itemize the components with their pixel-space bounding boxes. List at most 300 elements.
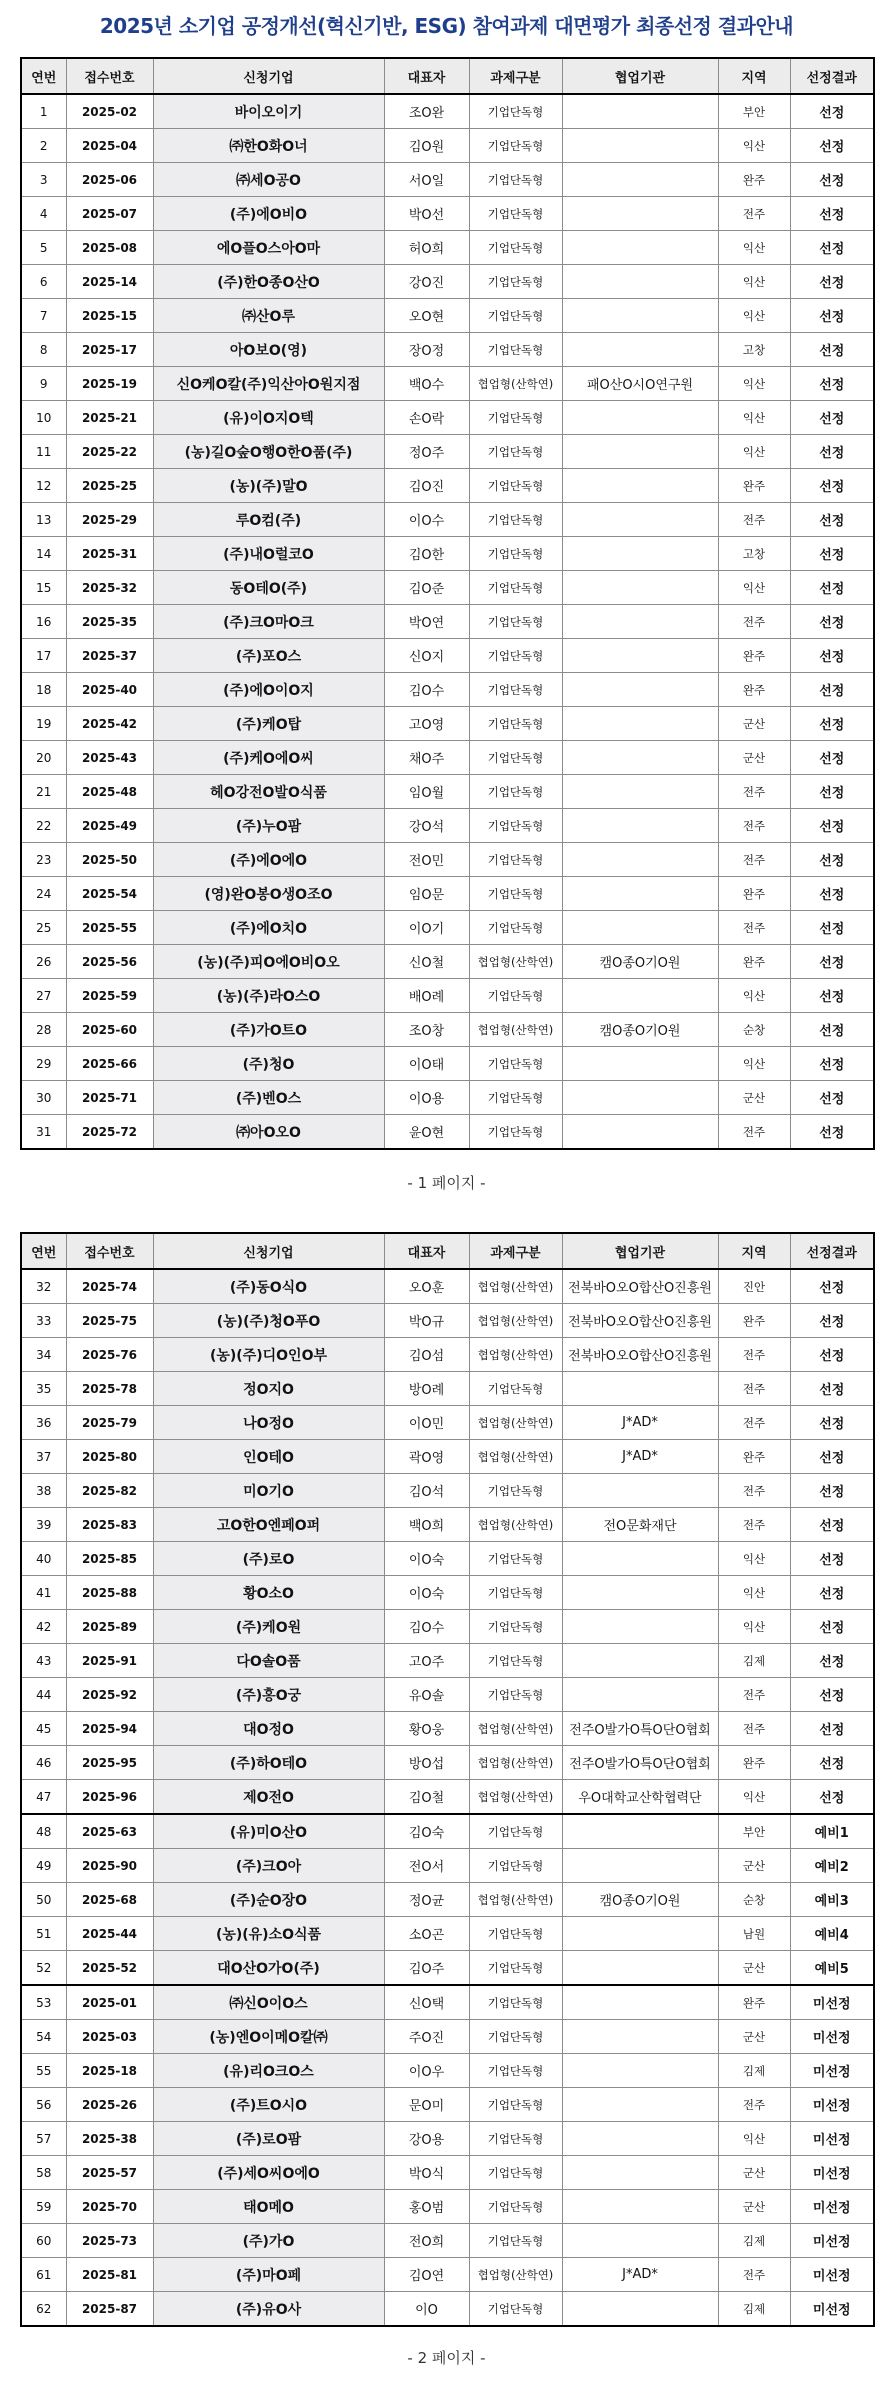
cell-project-type: 협업형(산학연) <box>469 945 562 979</box>
cell-partner-org <box>562 605 718 639</box>
cell-no: 50 <box>21 1883 66 1917</box>
table-row <box>21 1576 874 1610</box>
header-no: 연번 <box>21 1233 66 1269</box>
cell-project-type: 기업단독형 <box>469 571 562 605</box>
cell-result: 선정 <box>790 367 874 401</box>
cell-representative: 김O석 <box>384 1474 469 1508</box>
cell-result: 선정 <box>790 299 874 333</box>
header-representative: 대표자 <box>384 1233 469 1269</box>
cell-representative: 조O완 <box>384 94 469 129</box>
table-row <box>21 2088 874 2122</box>
table-row <box>21 911 874 945</box>
cell-region: 전주 <box>718 775 790 809</box>
cell-representative: 김O섬 <box>384 1338 469 1372</box>
cell-project-type: 기업단독형 <box>469 299 562 333</box>
cell-receipt-no: 2025-54 <box>66 877 153 911</box>
cell-receipt-no: 2025-91 <box>66 1644 153 1678</box>
cell-representative: 조O창 <box>384 1013 469 1047</box>
cell-receipt-no: 2025-92 <box>66 1678 153 1712</box>
table-row <box>21 1678 874 1712</box>
cell-region: 전주 <box>718 843 790 877</box>
header-result: 선정결과 <box>790 1233 874 1269</box>
table-row <box>21 163 874 197</box>
cell-representative: 허O희 <box>384 231 469 265</box>
cell-company: 신O케O칼(주)익산아O원지점 <box>153 367 384 401</box>
cell-result: 선정 <box>790 1115 874 1150</box>
cell-result: 선정 <box>790 469 874 503</box>
cell-project-type: 기업단독형 <box>469 1372 562 1406</box>
cell-company: ㈜산O루 <box>153 299 384 333</box>
cell-partner-org: 캠O종O기O원 <box>562 1883 718 1917</box>
header-row <box>21 58 874 94</box>
cell-project-type: 기업단독형 <box>469 2156 562 2190</box>
header-receipt-no: 접수번호 <box>66 1233 153 1269</box>
cell-result: 선정 <box>790 1508 874 1542</box>
cell-project-type: 기업단독형 <box>469 809 562 843</box>
cell-representative: 박O연 <box>384 605 469 639</box>
cell-no: 52 <box>21 1951 66 1986</box>
cell-receipt-no: 2025-76 <box>66 1338 153 1372</box>
cell-receipt-no: 2025-55 <box>66 911 153 945</box>
cell-project-type: 기업단독형 <box>469 639 562 673</box>
table-row <box>21 809 874 843</box>
cell-company: 미O기O <box>153 1474 384 1508</box>
table-row <box>21 1951 874 1986</box>
cell-project-type: 기업단독형 <box>469 775 562 809</box>
cell-no: 36 <box>21 1406 66 1440</box>
cell-partner-org <box>562 1678 718 1712</box>
cell-project-type: 기업단독형 <box>469 1644 562 1678</box>
table-row <box>21 1746 874 1780</box>
cell-no: 12 <box>21 469 66 503</box>
cell-project-type: 협업형(산학연) <box>469 1746 562 1780</box>
cell-receipt-no: 2025-74 <box>66 1269 153 1304</box>
cell-representative: 이O숙 <box>384 1542 469 1576</box>
cell-receipt-no: 2025-83 <box>66 1508 153 1542</box>
cell-no: 7 <box>21 299 66 333</box>
cell-company: 황O소O <box>153 1576 384 1610</box>
cell-result: 선정 <box>790 911 874 945</box>
cell-no: 20 <box>21 741 66 775</box>
cell-receipt-no: 2025-56 <box>66 945 153 979</box>
cell-partner-org <box>562 401 718 435</box>
cell-representative: 박O식 <box>384 2156 469 2190</box>
cell-company: (주)누O팜 <box>153 809 384 843</box>
cell-partner-org: 우O대학교산학협력단 <box>562 1780 718 1815</box>
cell-region: 전주 <box>718 197 790 231</box>
cell-representative: 백O수 <box>384 367 469 401</box>
cell-partner-org <box>562 2292 718 2327</box>
cell-region: 군산 <box>718 2020 790 2054</box>
cell-project-type: 기업단독형 <box>469 333 562 367</box>
table-row <box>21 537 874 571</box>
cell-project-type: 기업단독형 <box>469 707 562 741</box>
table-row <box>21 1849 874 1883</box>
cell-receipt-no: 2025-50 <box>66 843 153 877</box>
cell-receipt-no: 2025-59 <box>66 979 153 1013</box>
cell-representative: 방O례 <box>384 1372 469 1406</box>
cell-region: 전주 <box>718 809 790 843</box>
table-row <box>21 1440 874 1474</box>
cell-representative: 이O우 <box>384 2054 469 2088</box>
cell-partner-org: 전O문화재단 <box>562 1508 718 1542</box>
cell-no: 6 <box>21 265 66 299</box>
cell-company: ㈜세O공O <box>153 163 384 197</box>
cell-project-type: 기업단독형 <box>469 1115 562 1150</box>
table-row <box>21 1013 874 1047</box>
cell-representative: 곽O영 <box>384 1440 469 1474</box>
cell-region: 완주 <box>718 945 790 979</box>
cell-no: 9 <box>21 367 66 401</box>
cell-region: 전주 <box>718 1678 790 1712</box>
cell-result: 미선정 <box>790 2054 874 2088</box>
cell-no: 22 <box>21 809 66 843</box>
cell-no: 16 <box>21 605 66 639</box>
cell-receipt-no: 2025-75 <box>66 1304 153 1338</box>
cell-result: 선정 <box>790 1013 874 1047</box>
cell-no: 54 <box>21 2020 66 2054</box>
cell-no: 24 <box>21 877 66 911</box>
header-result: 선정결과 <box>790 58 874 94</box>
table-row <box>21 2020 874 2054</box>
cell-result: 선정 <box>790 741 874 775</box>
table-row <box>21 1338 874 1372</box>
cell-result: 선정 <box>790 1269 874 1304</box>
cell-no: 4 <box>21 197 66 231</box>
cell-no: 23 <box>21 843 66 877</box>
cell-result: 선정 <box>790 809 874 843</box>
cell-result: 선정 <box>790 775 874 809</box>
table-row <box>21 1917 874 1951</box>
cell-result: 선정 <box>790 1081 874 1115</box>
cell-no: 61 <box>21 2258 66 2292</box>
cell-receipt-no: 2025-17 <box>66 333 153 367</box>
cell-result: 선정 <box>790 979 874 1013</box>
cell-receipt-no: 2025-48 <box>66 775 153 809</box>
cell-project-type: 기업단독형 <box>469 1081 562 1115</box>
cell-result: 선정 <box>790 1712 874 1746</box>
cell-result: 미선정 <box>790 2258 874 2292</box>
cell-company: 나O정O <box>153 1406 384 1440</box>
header-row <box>21 1233 874 1269</box>
header-no: 연번 <box>21 58 66 94</box>
cell-receipt-no: 2025-06 <box>66 163 153 197</box>
cell-company: (농)(주)말O <box>153 469 384 503</box>
cell-region: 완주 <box>718 469 790 503</box>
cell-project-type: 기업단독형 <box>469 673 562 707</box>
cell-result: 선정 <box>790 537 874 571</box>
cell-result: 선정 <box>790 571 874 605</box>
cell-no: 32 <box>21 1269 66 1304</box>
cell-receipt-no: 2025-15 <box>66 299 153 333</box>
cell-receipt-no: 2025-29 <box>66 503 153 537</box>
cell-receipt-no: 2025-44 <box>66 1917 153 1951</box>
cell-result: 선정 <box>790 503 874 537</box>
cell-company: (농)(주)청O푸O <box>153 1304 384 1338</box>
header-region: 지역 <box>718 58 790 94</box>
cell-project-type: 기업단독형 <box>469 2088 562 2122</box>
cell-partner-org <box>562 1474 718 1508</box>
cell-project-type: 협업형(산학연) <box>469 1013 562 1047</box>
table-row <box>21 469 874 503</box>
cell-no: 60 <box>21 2224 66 2258</box>
cell-partner-org <box>562 979 718 1013</box>
cell-partner-org <box>562 1576 718 1610</box>
cell-result: 선정 <box>790 1576 874 1610</box>
cell-result: 선정 <box>790 1440 874 1474</box>
cell-partner-org: 전북바O오O합산O진흥원 <box>562 1269 718 1304</box>
cell-partner-org <box>562 639 718 673</box>
cell-no: 26 <box>21 945 66 979</box>
cell-region: 군산 <box>718 1081 790 1115</box>
cell-representative: 오O훈 <box>384 1269 469 1304</box>
cell-project-type: 기업단독형 <box>469 401 562 435</box>
cell-region: 전주 <box>718 605 790 639</box>
table-row <box>21 129 874 163</box>
cell-company: (유)미O산O <box>153 1814 384 1849</box>
cell-no: 45 <box>21 1712 66 1746</box>
cell-receipt-no: 2025-57 <box>66 2156 153 2190</box>
cell-region: 익산 <box>718 401 790 435</box>
cell-representative: 김O주 <box>384 1951 469 1986</box>
cell-no: 57 <box>21 2122 66 2156</box>
cell-company: (농)길O숲O행O한O품(주) <box>153 435 384 469</box>
cell-no: 47 <box>21 1780 66 1815</box>
cell-region: 완주 <box>718 877 790 911</box>
cell-region: 전주 <box>718 1406 790 1440</box>
cell-result: 선정 <box>790 1304 874 1338</box>
cell-company: (주)로O팜 <box>153 2122 384 2156</box>
table-row <box>21 197 874 231</box>
cell-region: 전주 <box>718 2258 790 2292</box>
cell-receipt-no: 2025-89 <box>66 1610 153 1644</box>
cell-result: 선정 <box>790 401 874 435</box>
cell-receipt-no: 2025-82 <box>66 1474 153 1508</box>
table-row <box>21 1406 874 1440</box>
cell-receipt-no: 2025-08 <box>66 231 153 265</box>
cell-representative: 이O <box>384 2292 469 2327</box>
cell-region: 군산 <box>718 1951 790 1986</box>
cell-project-type: 협업형(산학연) <box>469 2258 562 2292</box>
cell-company: (주)트O시O <box>153 2088 384 2122</box>
cell-region: 군산 <box>718 2156 790 2190</box>
cell-result: 선정 <box>790 1780 874 1815</box>
cell-result: 선정 <box>790 1474 874 1508</box>
table-row <box>21 367 874 401</box>
table-row <box>21 94 874 129</box>
table-row <box>21 1712 874 1746</box>
cell-partner-org <box>562 843 718 877</box>
cell-partner-org <box>562 469 718 503</box>
cell-partner-org <box>562 163 718 197</box>
cell-no: 38 <box>21 1474 66 1508</box>
cell-project-type: 기업단독형 <box>469 1474 562 1508</box>
cell-no: 21 <box>21 775 66 809</box>
cell-no: 34 <box>21 1338 66 1372</box>
table-row <box>21 2156 874 2190</box>
cell-receipt-no: 2025-01 <box>66 1985 153 2020</box>
cell-project-type: 기업단독형 <box>469 2224 562 2258</box>
cell-no: 41 <box>21 1576 66 1610</box>
cell-company: (주)에O비O <box>153 197 384 231</box>
header-company: 신청기업 <box>153 1233 384 1269</box>
table-row <box>21 401 874 435</box>
cell-partner-org <box>562 2190 718 2224</box>
table-row <box>21 1610 874 1644</box>
page-number-1: - 1 페이지 - <box>407 1174 486 1192</box>
cell-representative: 김O철 <box>384 1780 469 1815</box>
cell-project-type: 협업형(산학연) <box>469 1440 562 1474</box>
table-row <box>21 1047 874 1081</box>
cell-partner-org <box>562 231 718 265</box>
header-representative: 대표자 <box>384 58 469 94</box>
cell-partner-org: 캠O종O기O원 <box>562 1013 718 1047</box>
table-row <box>21 843 874 877</box>
table-row <box>21 1269 874 1304</box>
cell-receipt-no: 2025-80 <box>66 1440 153 1474</box>
cell-project-type: 기업단독형 <box>469 1576 562 1610</box>
cell-representative: 이O민 <box>384 1406 469 1440</box>
cell-no: 46 <box>21 1746 66 1780</box>
cell-representative: 김O수 <box>384 1610 469 1644</box>
cell-no: 10 <box>21 401 66 435</box>
cell-partner-org <box>562 2054 718 2088</box>
cell-receipt-no: 2025-04 <box>66 129 153 163</box>
cell-project-type: 기업단독형 <box>469 741 562 775</box>
cell-representative: 이O수 <box>384 503 469 537</box>
cell-representative: 황O웅 <box>384 1712 469 1746</box>
cell-receipt-no: 2025-35 <box>66 605 153 639</box>
cell-region: 김제 <box>718 2224 790 2258</box>
cell-result: 미선정 <box>790 1985 874 2020</box>
table-row <box>21 775 874 809</box>
cell-region: 전주 <box>718 2088 790 2122</box>
cell-company: (주)에O치O <box>153 911 384 945</box>
cell-region: 순창 <box>718 1883 790 1917</box>
cell-region: 익산 <box>718 231 790 265</box>
cell-representative: 주O진 <box>384 2020 469 2054</box>
cell-receipt-no: 2025-85 <box>66 1542 153 1576</box>
cell-receipt-no: 2025-90 <box>66 1849 153 1883</box>
cell-project-type: 기업단독형 <box>469 163 562 197</box>
table-row <box>21 1814 874 1849</box>
table-row <box>21 1304 874 1338</box>
cell-company: (주)에O에O <box>153 843 384 877</box>
cell-partner-org: 전북바O오O합산O진흥원 <box>562 1338 718 1372</box>
cell-region: 전주 <box>718 911 790 945</box>
header-region: 지역 <box>718 1233 790 1269</box>
header-partner-org: 협업기관 <box>562 1233 718 1269</box>
cell-partner-org <box>562 571 718 605</box>
cell-result: 선정 <box>790 605 874 639</box>
cell-result: 선정 <box>790 1678 874 1712</box>
cell-no: 5 <box>21 231 66 265</box>
cell-project-type: 기업단독형 <box>469 605 562 639</box>
table-row <box>21 1508 874 1542</box>
cell-project-type: 기업단독형 <box>469 1047 562 1081</box>
cell-result: 선정 <box>790 197 874 231</box>
cell-receipt-no: 2025-18 <box>66 2054 153 2088</box>
cell-partner-org: 캠O종O기O원 <box>562 945 718 979</box>
cell-representative: 김O원 <box>384 129 469 163</box>
cell-region: 익산 <box>718 1610 790 1644</box>
table-row <box>21 1780 874 1815</box>
results-table-page-1 <box>20 57 875 1150</box>
cell-receipt-no: 2025-21 <box>66 401 153 435</box>
cell-no: 19 <box>21 707 66 741</box>
table-row <box>21 2122 874 2156</box>
cell-receipt-no: 2025-40 <box>66 673 153 707</box>
cell-partner-org <box>562 1985 718 2020</box>
cell-result: 예비2 <box>790 1849 874 1883</box>
cell-representative: 강O석 <box>384 809 469 843</box>
cell-no: 53 <box>21 1985 66 2020</box>
cell-partner-org <box>562 1081 718 1115</box>
header-receipt-no: 접수번호 <box>66 58 153 94</box>
table-row <box>21 979 874 1013</box>
cell-partner-org <box>562 503 718 537</box>
cell-company: ㈜신O이O스 <box>153 1985 384 2020</box>
cell-partner-org <box>562 129 718 163</box>
cell-company: 대O산O가O(주) <box>153 1951 384 1986</box>
cell-representative: 방O섭 <box>384 1746 469 1780</box>
cell-project-type: 협업형(산학연) <box>469 1508 562 1542</box>
cell-representative: 이O기 <box>384 911 469 945</box>
cell-company: (주)마O페 <box>153 2258 384 2292</box>
cell-partner-org <box>562 1610 718 1644</box>
cell-partner-org <box>562 2020 718 2054</box>
cell-region: 익산 <box>718 367 790 401</box>
table-row <box>21 1474 874 1508</box>
cell-company: (주)유O사 <box>153 2292 384 2327</box>
page-number-2: - 2 페이지 - <box>407 2349 486 2367</box>
cell-result: 선정 <box>790 1542 874 1576</box>
cell-representative: 박O선 <box>384 197 469 231</box>
cell-company: (주)세O씨O에O <box>153 2156 384 2190</box>
cell-representative: 강O진 <box>384 265 469 299</box>
cell-company: (주)케O탑 <box>153 707 384 741</box>
cell-region: 부안 <box>718 1814 790 1849</box>
cell-no: 39 <box>21 1508 66 1542</box>
cell-partner-org <box>562 265 718 299</box>
cell-no: 55 <box>21 2054 66 2088</box>
cell-receipt-no: 2025-68 <box>66 1883 153 1917</box>
cell-company: (주)벤O스 <box>153 1081 384 1115</box>
cell-project-type: 협업형(산학연) <box>469 1883 562 1917</box>
cell-project-type: 협업형(산학연) <box>469 1269 562 1304</box>
cell-region: 전주 <box>718 1712 790 1746</box>
cell-partner-org <box>562 809 718 843</box>
table-row <box>21 673 874 707</box>
cell-region: 완주 <box>718 1440 790 1474</box>
cell-result: 미선정 <box>790 2292 874 2327</box>
cell-partner-org <box>562 741 718 775</box>
cell-result: 예비4 <box>790 1917 874 1951</box>
cell-partner-org <box>562 435 718 469</box>
cell-representative: 배O례 <box>384 979 469 1013</box>
cell-receipt-no: 2025-26 <box>66 2088 153 2122</box>
cell-result: 선정 <box>790 265 874 299</box>
cell-receipt-no: 2025-79 <box>66 1406 153 1440</box>
cell-project-type: 기업단독형 <box>469 503 562 537</box>
cell-result: 선정 <box>790 163 874 197</box>
cell-region: 군산 <box>718 1849 790 1883</box>
cell-company: 정O지O <box>153 1372 384 1406</box>
cell-company: (영)완O봉O생O조O <box>153 877 384 911</box>
cell-result: 선정 <box>790 639 874 673</box>
cell-representative: 전O민 <box>384 843 469 877</box>
cell-representative: 정O균 <box>384 1883 469 1917</box>
